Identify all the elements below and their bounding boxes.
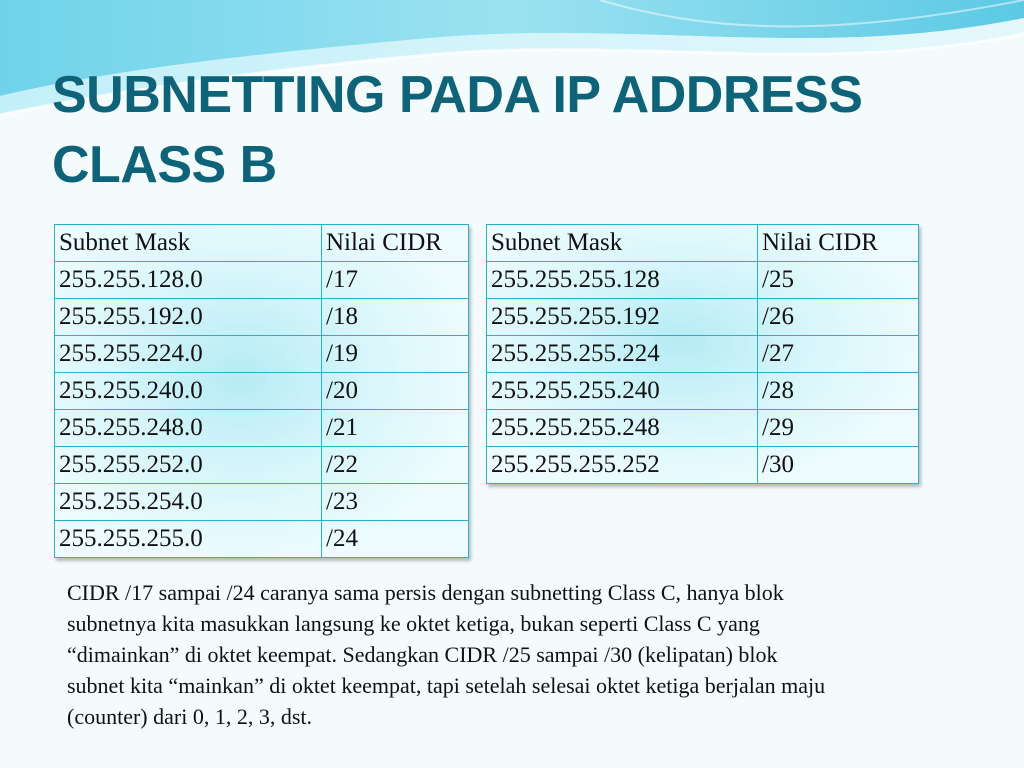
table-row <box>487 299 919 336</box>
table-row <box>55 410 469 447</box>
header-nilai-cidr: Nilai CIDR <box>322 225 469 262</box>
table-row <box>55 521 469 558</box>
cell-subnet-mask: 255.255.128.0 <box>55 262 322 299</box>
cell-subnet-mask: 255.255.255.192 <box>487 299 758 336</box>
table-row <box>55 336 469 373</box>
cell-subnet-mask: 255.255.255.248 <box>487 410 758 447</box>
table-row <box>487 373 919 410</box>
table-row <box>487 262 919 299</box>
cell-cidr: /30 <box>758 447 919 484</box>
table-header-row <box>55 225 469 262</box>
table-row <box>55 373 469 410</box>
cell-subnet-mask: 255.255.255.252 <box>487 447 758 484</box>
paragraph-line: subnetnya kita masukkan langsung ke oktet ketiga, bukan seperti Class C yang <box>67 611 760 636</box>
header-subnet-mask: Subnet Mask <box>487 225 758 262</box>
cell-subnet-mask: 255.255.254.0 <box>55 484 322 521</box>
cell-cidr: /21 <box>322 410 469 447</box>
table-row <box>55 299 469 336</box>
header-nilai-cidr: Nilai CIDR <box>758 225 919 262</box>
cell-subnet-mask: 255.255.255.128 <box>487 262 758 299</box>
table-row <box>55 447 469 484</box>
cidr-table-right <box>486 224 919 484</box>
paragraph-line: (counter) dari 0, 1, 2, 3, dst. <box>67 704 312 729</box>
cell-subnet-mask: 255.255.252.0 <box>55 447 322 484</box>
cell-cidr: /25 <box>758 262 919 299</box>
title-line-2: CLASS B <box>52 136 277 194</box>
cell-cidr: /29 <box>758 410 919 447</box>
cell-cidr: /28 <box>758 373 919 410</box>
cell-subnet-mask: 255.255.248.0 <box>55 410 322 447</box>
cell-subnet-mask: 255.255.255.0 <box>55 521 322 558</box>
cell-cidr: /24 <box>322 521 469 558</box>
cell-cidr: /23 <box>322 484 469 521</box>
cidr-table-left <box>54 224 469 558</box>
table-row <box>487 447 919 484</box>
cell-cidr: /18 <box>322 299 469 336</box>
paragraph-line: CIDR /17 sampai /24 caranya sama persis dengan subnetting Class C, hanya blok <box>67 580 784 605</box>
cell-subnet-mask: 255.255.192.0 <box>55 299 322 336</box>
table-header-row <box>487 225 919 262</box>
paragraph-line: “dimainkan” di oktet keempat. Sedangkan CIDR /25 sampai /30 (kelipatan) blok <box>67 642 778 667</box>
cell-subnet-mask: 255.255.240.0 <box>55 373 322 410</box>
cell-cidr: /27 <box>758 336 919 373</box>
cell-subnet-mask: 255.255.255.240 <box>487 373 758 410</box>
cell-cidr: /17 <box>322 262 469 299</box>
table-row <box>55 262 469 299</box>
cell-subnet-mask: 255.255.224.0 <box>55 336 322 373</box>
header-subnet-mask: Subnet Mask <box>55 225 322 262</box>
title-line-1: SUBNETTING PADA IP ADDRESS <box>52 66 863 124</box>
explanation-paragraph <box>67 577 1017 732</box>
table-row <box>55 484 469 521</box>
cell-cidr: /26 <box>758 299 919 336</box>
cell-cidr: /22 <box>322 447 469 484</box>
table-row <box>487 410 919 447</box>
cell-subnet-mask: 255.255.255.224 <box>487 336 758 373</box>
cell-cidr: /19 <box>322 336 469 373</box>
cell-cidr: /20 <box>322 373 469 410</box>
table-row <box>487 336 919 373</box>
slide-title <box>52 60 992 200</box>
paragraph-line: subnet kita “mainkan” di oktet keempat, tapi setelah selesai oktet ketiga berjalan maju <box>67 673 826 698</box>
